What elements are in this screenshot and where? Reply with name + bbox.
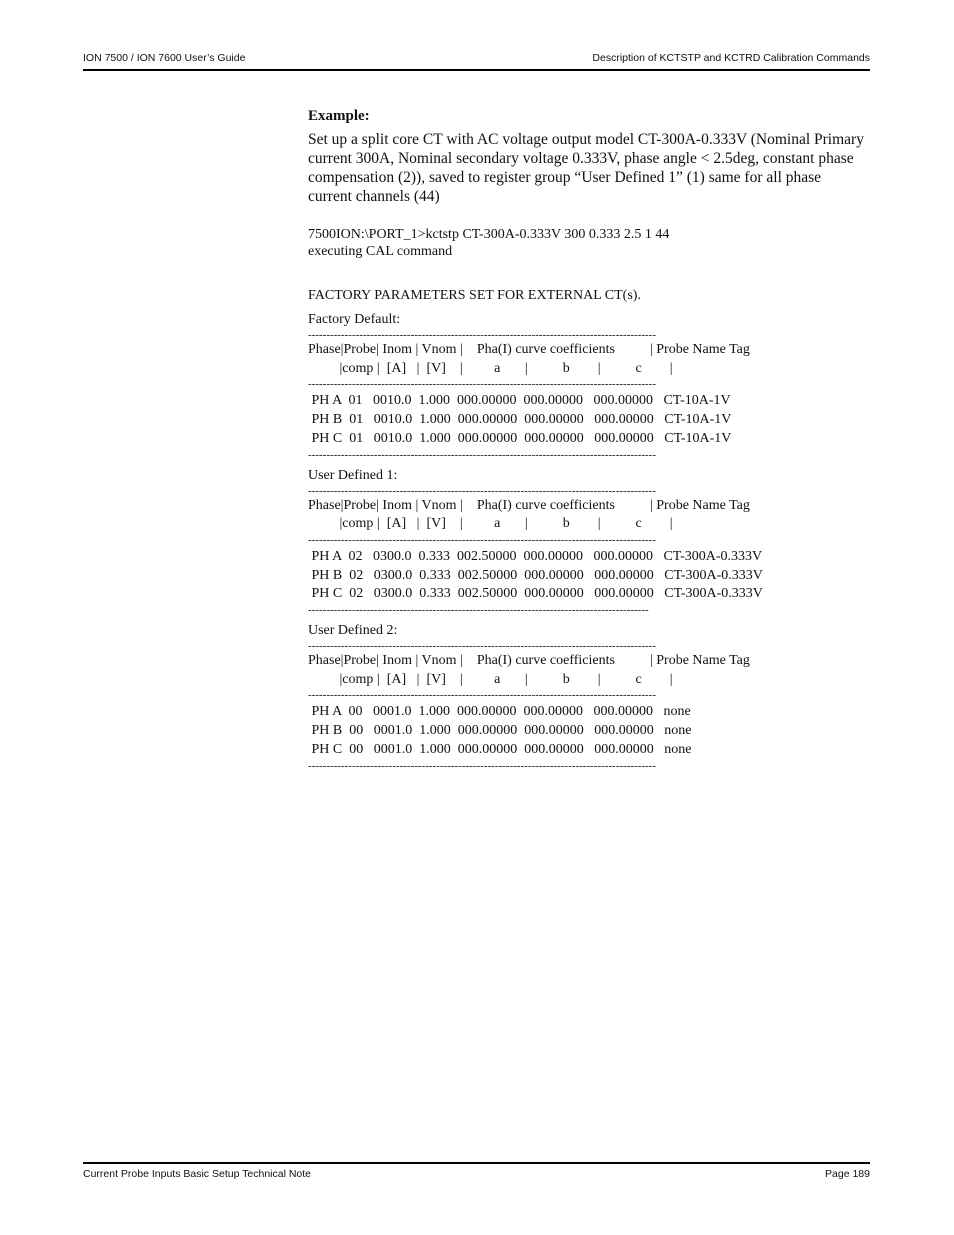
separator: ----------------------------------------------------------------------------------------------- xyxy=(308,533,656,546)
table-header-line2: |comp | [A] | [V] | a | b | c | xyxy=(308,360,673,376)
table-header-line2: |comp | [A] | [V] | a | b | c | xyxy=(308,516,673,532)
command-line: 7500ION:\PORT_1>kctstp CT-300A-0.333V 300 0.333 2.5 1 44 xyxy=(308,227,670,242)
example-body: Set up a split core CT with AC voltage output model CT-300A-0.333V (Nominal Primary current 300A, Nominal secondary voltage 0.333V, phase angle < 2.5deg, constant phase compensation (2)), saved to register group “User Defined 1” (1) same for all phase current channels (44) xyxy=(308,131,864,205)
example-title: Example: xyxy=(308,108,370,124)
separator: ----------------------------------------------------------------------------------------------- xyxy=(308,689,656,702)
header-rule xyxy=(83,69,870,71)
table-row: PH B 00 0001.0 1.000 000.00000 000.00000 000.00000 none xyxy=(308,723,692,739)
footer-doc-title: Current Probe Inputs Basic Setup Technical Note xyxy=(83,1168,312,1180)
table-header-line1: Phase|Probe| Inom | Vnom | Pha(I) curve coefficients | Probe Name Tag xyxy=(308,497,750,513)
page-number: Page 189 xyxy=(825,1168,870,1180)
table-header-line1: Phase|Probe| Inom | Vnom | Pha(I) curve coefficients | Probe Name Tag xyxy=(308,653,750,669)
table-row: PH A 01 0010.0 1.000 000.00000 000.00000 000.00000 CT-10A-1V xyxy=(308,393,731,409)
footer-rule xyxy=(83,1162,870,1164)
table-row: PH C 01 0010.0 1.000 000.00000 000.00000 000.00000 CT-10A-1V xyxy=(308,430,732,446)
factory-heading: FACTORY PARAMETERS SET FOR EXTERNAL CT(s). xyxy=(308,288,641,303)
table-header xyxy=(308,652,868,689)
table-rows xyxy=(308,703,868,759)
group-factory-default xyxy=(308,311,868,461)
group-user-defined-2 xyxy=(308,622,868,772)
separator: --------------------------------------------------------------------------------------------- xyxy=(308,604,649,617)
separator: ----------------------------------------------------------------------------------------------- xyxy=(308,759,656,772)
command-status: executing CAL command xyxy=(308,244,453,259)
separator: ----------------------------------------------------------------------------------------------- xyxy=(308,640,656,653)
separator: ----------------------------------------------------------------------------------------------- xyxy=(308,484,656,497)
separator: ----------------------------------------------------------------------------------------------- xyxy=(308,329,656,341)
group-label: User Defined 2: xyxy=(308,623,398,639)
group-label: User Defined 1: xyxy=(308,467,398,483)
table-row: PH A 02 0300.0 0.333 002.50000 000.00000 000.00000 CT-300A-0.333V xyxy=(308,548,763,564)
table-row: PH B 01 0010.0 1.000 000.00000 000.00000 000.00000 CT-10A-1V xyxy=(308,412,732,428)
group-label: Factory Default: xyxy=(308,312,401,327)
page-footer xyxy=(83,1168,870,1184)
table-header xyxy=(308,497,868,534)
table-row: PH A 00 0001.0 1.000 000.00000 000.00000 000.00000 none xyxy=(308,704,691,720)
table-row: PH B 02 0300.0 0.333 002.50000 000.00000 000.00000 CT-300A-0.333V xyxy=(308,567,763,583)
table-row: PH C 02 0300.0 0.333 002.50000 000.00000 000.00000 CT-300A-0.333V xyxy=(308,586,763,602)
table-row: PH C 00 0001.0 1.000 000.00000 000.00000 000.00000 none xyxy=(308,741,692,757)
table-rows xyxy=(308,392,868,448)
separator: ----------------------------------------------------------------------------------------------- xyxy=(308,378,656,391)
command-block xyxy=(308,226,868,260)
separator: ----------------------------------------------------------------------------------------------- xyxy=(308,448,656,461)
table-header-line1: Phase|Probe| Inom | Vnom | Pha(I) curve coefficients | Probe Name Tag xyxy=(308,342,750,357)
header-section-title: Description of KCTSTP and KCTRD Calibration Commands xyxy=(592,52,870,64)
main-content xyxy=(308,106,868,772)
group-user-defined-1 xyxy=(308,467,868,617)
table-header-line2: |comp | [A] | [V] | a | b | c | xyxy=(308,671,673,687)
table-rows xyxy=(308,548,868,604)
header-doc-title: ION 7500 / ION 7600 User’s Guide xyxy=(83,52,246,64)
table-header xyxy=(308,341,868,378)
page-header xyxy=(83,52,870,70)
